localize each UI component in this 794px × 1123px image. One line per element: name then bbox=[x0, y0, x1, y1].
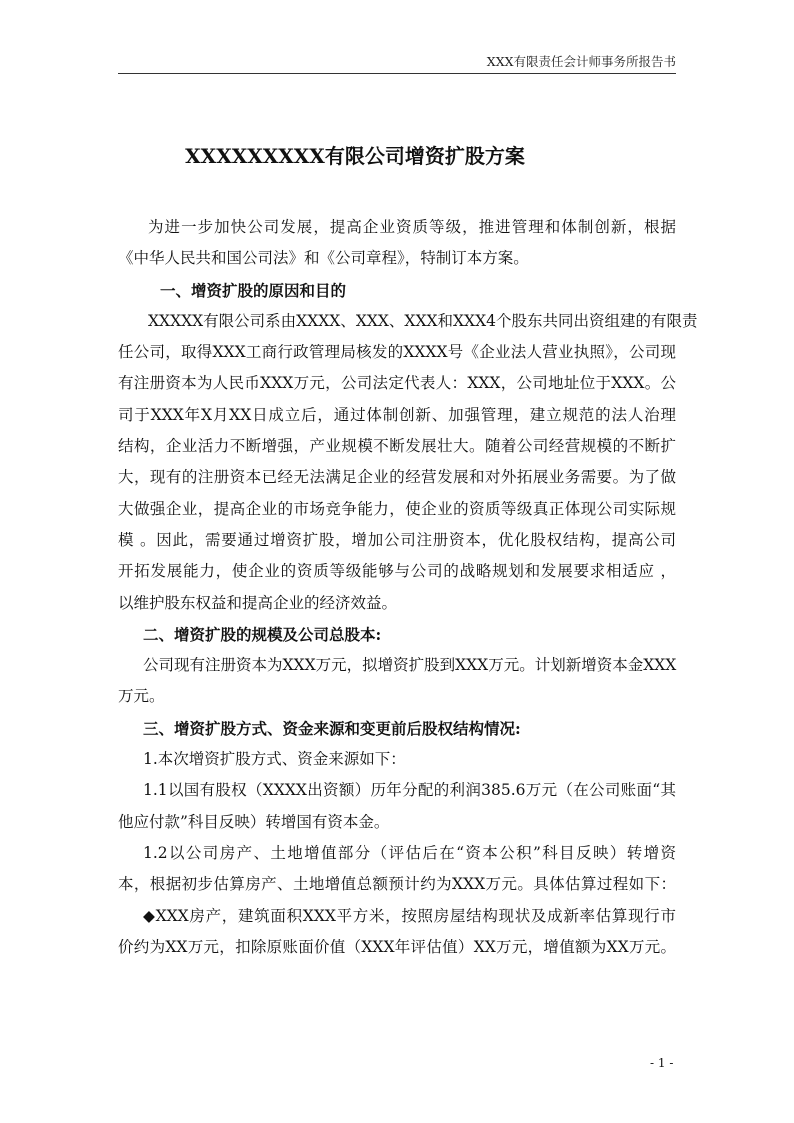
page-header: XXX有限责任会计师事务所报告书 bbox=[486, 54, 676, 69]
paragraph-line: 司于XXX年X月XX日成立后，通过体制创新、加强管理，建立规范的法人治理 bbox=[118, 405, 676, 424]
paragraph-line: 模 。因此，需要通过增资扩股，增加公司注册资本，优化股权结构，提高公司 bbox=[118, 530, 676, 549]
header-divider bbox=[118, 73, 676, 74]
paragraph-line: 公司现有注册资本为XXX万元，拟增资扩股到XXX万元。计划新增资本金XXX bbox=[143, 656, 677, 675]
paragraph-line: 1.2以公司房产、土地增值部分（评估后在“资本公积”科目反映）转增资 bbox=[143, 843, 676, 862]
title-text: XXXXXXXXX有限公司增资扩股方案 bbox=[185, 144, 525, 168]
paragraph-line: 以维护股东权益和提高企业的经济效益。 bbox=[118, 593, 398, 612]
paragraph-line: XXXXX有限公司系由XXXX、XXX、XXX和XXX4个股东共同出资组建的有限责 bbox=[148, 311, 698, 330]
intro-line: 《中华人民共和国公司法》和《公司章程》，特制订本方案。 bbox=[118, 249, 529, 268]
paragraph-line: 1.1以国有股权（XXXX出资额）历年分配的利润385.6万元（在公司账面“其 bbox=[143, 781, 676, 800]
paragraph-line: 结构，企业活力不断增强，产业规模不断发展壮大。随着公司经营规模的不断扩 bbox=[118, 437, 676, 456]
paragraph-line: 有注册资本为人民币XXX万元，公司法定代表人：XXX，公司地址位于XXX。公 bbox=[118, 374, 676, 393]
paragraph-line: 大做强企业，提高企业的市场竞争能力，使企业的资质等级真正体现公司实际规 bbox=[118, 499, 676, 518]
document-title bbox=[0, 140, 794, 169]
paragraph-line: 他应付款”科目反映）转增国有资本金。 bbox=[118, 812, 390, 831]
paragraph-line: 开拓发展能力，使企业的资质等级能够与公司的战略规划和发展要求相适应 ， bbox=[118, 562, 676, 581]
document-body bbox=[118, 212, 698, 963]
paragraph-line: ◆XXX房产，建筑面积XXX平方米，按照房屋结构现状及成新率估算现行市 bbox=[143, 906, 676, 925]
page-number: - 1 - bbox=[650, 1056, 674, 1070]
paragraph-line: 任公司，取得XXX工商行政管理局核发的XXXX号《企业法人营业执照》，公司现 bbox=[118, 343, 676, 362]
paragraph-line: 价约为XX万元，扣除原账面价值（XXX年评估值）XX万元，增值额为XX万元。 bbox=[118, 937, 676, 956]
section-heading-2: 二、增资扩股的规模及公司总股本: bbox=[143, 624, 382, 644]
section-heading-1: 一、增资扩股的原因和目的 bbox=[160, 280, 347, 300]
section-heading-3: 三、增资扩股方式、资金来源和变更前后股权结构情况: bbox=[143, 718, 521, 738]
paragraph-line: 本，根据初步估算房产、土地增值总额预计约为XXX万元。具体估算过程如下： bbox=[118, 875, 676, 894]
paragraph-line: 1.本次增资扩股方式、资金来源如下： bbox=[143, 750, 406, 769]
paragraph-line: 大，现有的注册资本已经无法满足企业的经营发展和对外拓展业务需要。为了做 bbox=[118, 468, 676, 487]
intro-line: 为进一步加快公司发展，提高企业资质等级，推进管理和体制创新，根据 bbox=[148, 218, 676, 236]
paragraph-line: 万元。 bbox=[118, 687, 165, 706]
